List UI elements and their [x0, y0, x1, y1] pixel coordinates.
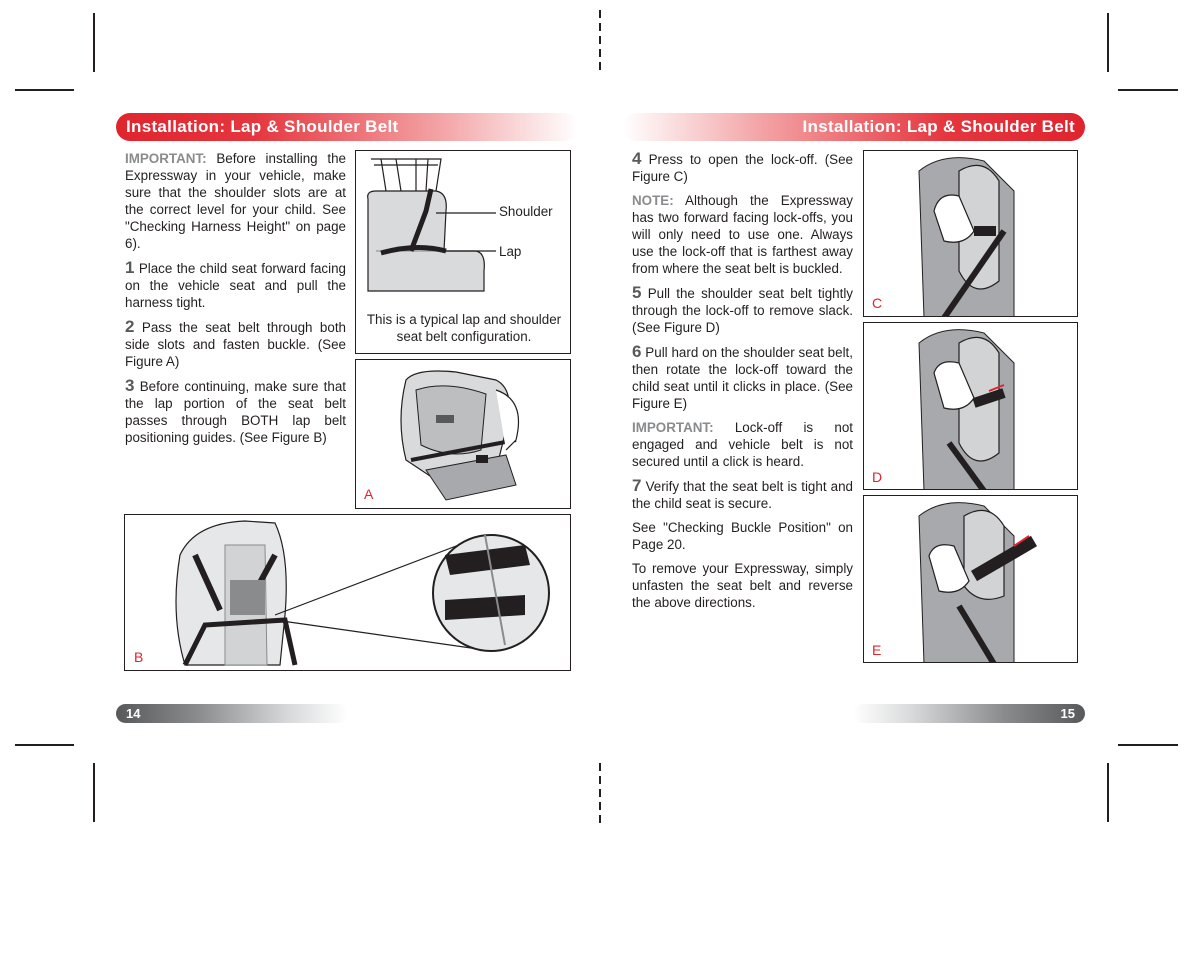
important-label: IMPORTANT: [632, 420, 714, 435]
step-text: Before continuing, make sure that the lap portion of the seat belt passes through BOTH lap belt positioning guides. (See Figure B) [125, 379, 346, 445]
crop-mark [1118, 89, 1178, 91]
remove-paragraph: To remove your Expressway, simply unfasten the seat belt and reverse the above directions. [632, 561, 853, 610]
figure-a-label: A [364, 486, 374, 502]
note-paragraph [632, 192, 853, 277]
figure-d-label: D [872, 469, 883, 485]
left-page-header: Installation: Lap & Shoulder Belt [116, 113, 578, 141]
shoulder-label: Shoulder [499, 204, 553, 219]
step-3 [125, 377, 346, 446]
fold-mark [599, 763, 601, 823]
step-number: 7 [632, 476, 642, 495]
right-text-column [632, 150, 853, 618]
step-text: Press to open the lock-off. (See Figure C) [632, 152, 853, 184]
step-4 [632, 150, 853, 185]
vehicle-seat-illustration [356, 151, 571, 301]
figure-b-label: B [134, 649, 144, 665]
step-text: Pull hard on the shoulder seat belt, then rotate the lock-off toward the child seat until it clicks in place. (See Figure E) [632, 345, 853, 411]
important-text: Lock-off is not engaged and vehicle belt is not secured until a click is heard. [632, 420, 853, 469]
crop-mark [15, 744, 74, 746]
step-number: 6 [632, 342, 642, 361]
figure-a [355, 359, 571, 509]
step-2 [125, 318, 346, 370]
important-paragraph [632, 419, 853, 470]
step-number: 1 [125, 258, 135, 277]
step-text: Pull the shoulder seat belt tightly through the lock-off to remove slack. (See Figure D) [632, 286, 853, 335]
important-label: IMPORTANT: [125, 151, 207, 166]
crop-mark [15, 89, 74, 91]
seat-belt-configuration-figure [355, 150, 571, 354]
step-1 [125, 259, 346, 311]
step-text: Verify that the seat belt is tight and the child seat is secure. [632, 479, 853, 511]
page-number-right: 15 [853, 704, 1085, 723]
figure-c-label: C [872, 295, 883, 311]
figure-d-illustration [864, 323, 1078, 490]
figure-d [863, 322, 1078, 490]
step-6 [632, 343, 853, 412]
fold-mark [599, 10, 601, 70]
left-text-column [125, 150, 346, 453]
figure-e-label: E [872, 642, 882, 658]
crop-mark [1107, 763, 1109, 822]
lap-label: Lap [499, 244, 522, 259]
figure-a-illustration [356, 360, 571, 509]
figure-b [124, 514, 571, 671]
step-number: 3 [125, 376, 135, 395]
figure-e-illustration [864, 496, 1078, 663]
right-page-header: Installation: Lap & Shoulder Belt [623, 113, 1085, 141]
step-number: 5 [632, 283, 642, 302]
figure-b-illustration [125, 515, 571, 671]
step-number: 4 [632, 149, 642, 168]
step-text: Pass the seat belt through both side slots and fasten buckle. (See Figure A) [125, 320, 346, 369]
figure-c [863, 150, 1078, 317]
see-buckle-paragraph: See "Checking Buckle Position" on Page 20. [632, 520, 853, 552]
step-5 [632, 284, 853, 336]
diagram-caption: This is a typical lap and shoulder seat belt configuration. [366, 312, 562, 344]
page-number-left: 14 [116, 704, 348, 723]
crop-mark [93, 13, 95, 72]
step-number: 2 [125, 317, 135, 336]
figure-c-illustration [864, 151, 1078, 317]
crop-mark [93, 763, 95, 822]
step-7 [632, 477, 853, 512]
important-text: Before installing the Expressway in your vehicle, make sure that the shoulder slots are at the correct level for your child. See "Checking Harness Height" on page 6). [125, 151, 346, 251]
note-text: Although the Expressway has two forward facing lock-offs, you will only need to use one. Always use the lock-off that is farthest away from where the seat belt is buckled. [632, 193, 853, 276]
step-text: Place the child seat forward facing on the vehicle seat and pull the harness tight. [125, 261, 346, 310]
figure-e [863, 495, 1078, 663]
important-paragraph [125, 150, 346, 252]
note-label: NOTE: [632, 193, 674, 208]
crop-mark [1107, 13, 1109, 72]
crop-mark [1118, 744, 1178, 746]
